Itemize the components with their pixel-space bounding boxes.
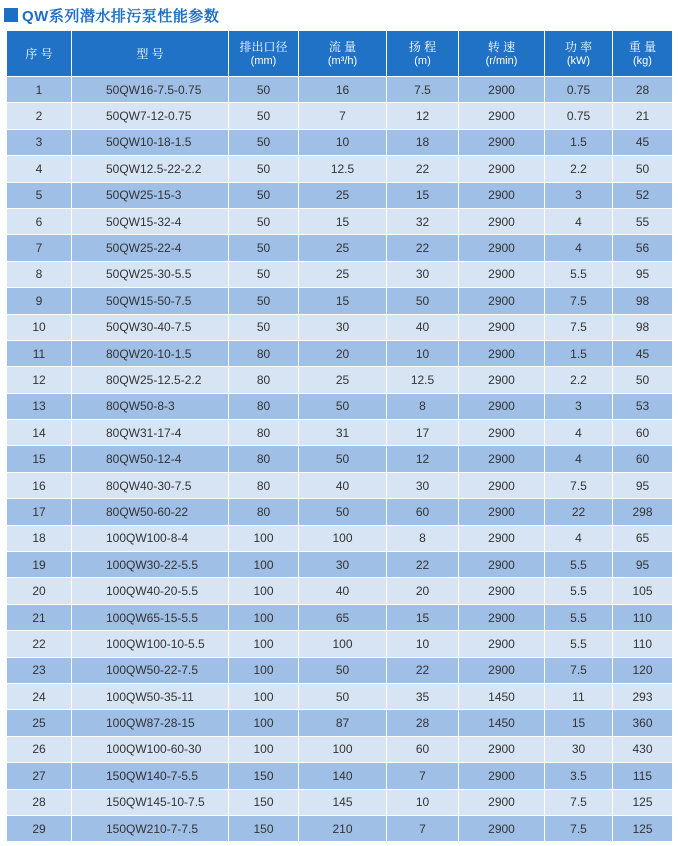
table-cell: 23 [7, 657, 72, 683]
header-cell: 型 号 [72, 31, 229, 77]
model-cell: 150QW210-7-7.5 [72, 815, 229, 841]
table-cell: 11 [545, 683, 613, 709]
table-cell: 150 [229, 815, 299, 841]
table-cell: 10 [387, 789, 459, 815]
table-cell: 50 [387, 288, 459, 314]
model-cell: 50QW15-50-7.5 [72, 288, 229, 314]
table-cell: 120 [613, 657, 673, 683]
header-cell: 重 量 (kg) [613, 31, 673, 77]
table-cell: 2900 [459, 261, 545, 287]
table-cell: 2 [7, 103, 72, 129]
table-cell: 50 [229, 261, 299, 287]
table-cell: 2900 [459, 815, 545, 841]
table-cell: 65 [299, 604, 387, 630]
model-cell: 100QW100-8-4 [72, 525, 229, 551]
table-cell: 80 [229, 340, 299, 366]
table-cell: 50 [299, 446, 387, 472]
table-cell: 100 [229, 552, 299, 578]
table-cell: 145 [299, 789, 387, 815]
table-cell: 12 [387, 446, 459, 472]
table-cell: 50 [229, 182, 299, 208]
spec-table [6, 30, 673, 842]
table-cell: 50 [299, 683, 387, 709]
table-body [7, 77, 673, 842]
table-cell: 10 [299, 129, 387, 155]
header-cell: 序 号 [7, 31, 72, 77]
table-cell: 5.5 [545, 578, 613, 604]
table-cell: 7.5 [545, 472, 613, 498]
table-cell: 2900 [459, 736, 545, 762]
table-row [7, 340, 673, 366]
table-cell: 30 [387, 472, 459, 498]
table-cell: 15 [299, 288, 387, 314]
table-cell: 2900 [459, 235, 545, 261]
table-cell: 95 [613, 552, 673, 578]
table-cell: 22 [387, 552, 459, 578]
table-row [7, 472, 673, 498]
table-cell: 50 [613, 156, 673, 182]
table-cell: 100 [229, 683, 299, 709]
table-cell: 8 [387, 525, 459, 551]
table-cell: 3 [7, 129, 72, 155]
table-cell: 50 [229, 129, 299, 155]
table-row [7, 208, 673, 234]
header-cell: 转 速 (r/min) [459, 31, 545, 77]
table-row [7, 156, 673, 182]
model-cell: 50QW10-18-1.5 [72, 129, 229, 155]
table-cell: 50 [229, 235, 299, 261]
table-cell: 100 [299, 631, 387, 657]
table-cell: 22 [387, 235, 459, 261]
table-cell: 65 [613, 525, 673, 551]
table-cell: 25 [299, 182, 387, 208]
table-cell: 2900 [459, 129, 545, 155]
table-cell: 115 [613, 763, 673, 789]
table-cell: 2900 [459, 789, 545, 815]
model-cell: 80QW40-30-7.5 [72, 472, 229, 498]
model-cell: 100QW65-15-5.5 [72, 604, 229, 630]
table-cell: 2900 [459, 77, 545, 103]
table-cell: 24 [7, 683, 72, 709]
table-cell: 87 [299, 710, 387, 736]
table-cell: 4 [545, 420, 613, 446]
table-cell: 2900 [459, 156, 545, 182]
table-cell: 40 [299, 578, 387, 604]
table-cell: 13 [7, 393, 72, 419]
table-cell: 50 [229, 288, 299, 314]
table-cell: 9 [7, 288, 72, 314]
table-row [7, 815, 673, 841]
table-cell: 2.2 [545, 156, 613, 182]
table-cell: 35 [387, 683, 459, 709]
header-cell: 流 量 (m³/h) [299, 31, 387, 77]
table-cell: 20 [7, 578, 72, 604]
table-cell: 2.2 [545, 367, 613, 393]
table-cell: 12.5 [299, 156, 387, 182]
table-cell: 27 [7, 763, 72, 789]
model-cell: 100QW100-10-5.5 [72, 631, 229, 657]
table-cell: 30 [299, 552, 387, 578]
table-cell: 50 [229, 208, 299, 234]
table-row [7, 261, 673, 287]
table-row [7, 499, 673, 525]
table-cell: 50 [229, 77, 299, 103]
table-cell: 2900 [459, 182, 545, 208]
model-cell: 50QW25-22-4 [72, 235, 229, 261]
model-cell: 80QW25-12.5-2.2 [72, 367, 229, 393]
model-cell: 150QW140-7-5.5 [72, 763, 229, 789]
table-cell: 80 [229, 472, 299, 498]
table-cell: 100 [299, 736, 387, 762]
table-cell: 28 [387, 710, 459, 736]
table-cell: 0.75 [545, 77, 613, 103]
table-cell: 12 [7, 367, 72, 393]
table-cell: 293 [613, 683, 673, 709]
table-cell: 110 [613, 604, 673, 630]
table-cell: 95 [613, 261, 673, 287]
header-cell: 功 率 (kW) [545, 31, 613, 77]
table-cell: 17 [387, 420, 459, 446]
model-cell: 50QW15-32-4 [72, 208, 229, 234]
model-cell: 100QW50-35-11 [72, 683, 229, 709]
table-cell: 60 [387, 499, 459, 525]
model-cell: 80QW50-12-4 [72, 446, 229, 472]
table-cell: 2900 [459, 314, 545, 340]
table-cell: 6 [7, 208, 72, 234]
table-cell: 2900 [459, 393, 545, 419]
table-row [7, 710, 673, 736]
table-cell: 5.5 [545, 631, 613, 657]
table-cell: 100 [229, 710, 299, 736]
table-cell: 17 [7, 499, 72, 525]
table-cell: 52 [613, 182, 673, 208]
table-cell: 110 [613, 631, 673, 657]
table-cell: 5 [7, 182, 72, 208]
model-cell: 100QW30-22-5.5 [72, 552, 229, 578]
table-cell: 19 [7, 552, 72, 578]
model-cell: 80QW50-60-22 [72, 499, 229, 525]
table-row [7, 525, 673, 551]
header-row [7, 31, 673, 77]
table-cell: 10 [387, 631, 459, 657]
model-cell: 100QW50-22-7.5 [72, 657, 229, 683]
table-cell: 15 [7, 446, 72, 472]
model-cell: 50QW7-12-0.75 [72, 103, 229, 129]
table-cell: 4 [545, 525, 613, 551]
table-cell: 7 [7, 235, 72, 261]
table-cell: 100 [229, 604, 299, 630]
table-cell: 30 [545, 736, 613, 762]
table-cell: 5.5 [545, 552, 613, 578]
table-cell: 2900 [459, 367, 545, 393]
table-cell: 50 [229, 156, 299, 182]
table-cell: 80 [229, 367, 299, 393]
model-cell: 100QW40-20-5.5 [72, 578, 229, 604]
table-cell: 2900 [459, 288, 545, 314]
table-cell: 1.5 [545, 340, 613, 366]
table-row [7, 446, 673, 472]
table-cell: 16 [299, 77, 387, 103]
table-row [7, 182, 673, 208]
table-cell: 5.5 [545, 604, 613, 630]
table-cell: 7.5 [545, 314, 613, 340]
table-row [7, 552, 673, 578]
table-cell: 21 [613, 103, 673, 129]
table-cell: 25 [299, 367, 387, 393]
table-cell: 80 [229, 446, 299, 472]
table-cell: 80 [229, 393, 299, 419]
table-cell: 22 [387, 156, 459, 182]
title-bar [4, 4, 219, 26]
table-cell: 15 [387, 182, 459, 208]
table-cell: 2900 [459, 340, 545, 366]
table-cell: 50 [299, 499, 387, 525]
table-cell: 4 [7, 156, 72, 182]
table-cell: 4 [545, 446, 613, 472]
table-cell: 40 [299, 472, 387, 498]
table-cell: 7 [387, 763, 459, 789]
table-cell: 3 [545, 182, 613, 208]
table-row [7, 235, 673, 261]
table-cell: 2900 [459, 525, 545, 551]
table-row [7, 314, 673, 340]
table-row [7, 393, 673, 419]
table-cell: 25 [299, 261, 387, 287]
table-cell: 2900 [459, 446, 545, 472]
table-cell: 53 [613, 393, 673, 419]
table-cell: 20 [299, 340, 387, 366]
table-cell: 100 [229, 736, 299, 762]
table-cell: 50 [229, 103, 299, 129]
table-cell: 20 [387, 578, 459, 604]
table-cell: 2900 [459, 657, 545, 683]
table-cell: 80 [229, 499, 299, 525]
table-cell: 60 [613, 446, 673, 472]
table-cell: 50 [299, 393, 387, 419]
table-row [7, 103, 673, 129]
table-cell: 7 [299, 103, 387, 129]
table-cell: 2900 [459, 631, 545, 657]
table-cell: 8 [7, 261, 72, 287]
table-cell: 210 [299, 815, 387, 841]
table-cell: 25 [299, 235, 387, 261]
table-cell: 100 [299, 525, 387, 551]
table-cell: 7.5 [545, 789, 613, 815]
table-cell: 14 [7, 420, 72, 446]
table-cell: 100 [229, 578, 299, 604]
table-cell: 1 [7, 77, 72, 103]
table-cell: 3.5 [545, 763, 613, 789]
table-cell: 98 [613, 314, 673, 340]
table-cell: 30 [387, 261, 459, 287]
table-cell: 50 [299, 657, 387, 683]
table-row [7, 789, 673, 815]
table-cell: 56 [613, 235, 673, 261]
table-cell: 150 [229, 763, 299, 789]
table-cell: 50 [613, 367, 673, 393]
table-cell: 7.5 [545, 657, 613, 683]
table-cell: 55 [613, 208, 673, 234]
table-cell: 30 [299, 314, 387, 340]
table-cell: 26 [7, 736, 72, 762]
table-row [7, 683, 673, 709]
table-cell: 140 [299, 763, 387, 789]
table-cell: 4 [545, 235, 613, 261]
table-cell: 18 [387, 129, 459, 155]
table-cell: 360 [613, 710, 673, 736]
table-cell: 2900 [459, 552, 545, 578]
table-row [7, 77, 673, 103]
table-cell: 45 [613, 340, 673, 366]
table-row [7, 367, 673, 393]
table-cell: 3 [545, 393, 613, 419]
table-cell: 1450 [459, 710, 545, 736]
table-cell: 95 [613, 472, 673, 498]
model-cell: 50QW16-7.5-0.75 [72, 77, 229, 103]
table-cell: 1.5 [545, 129, 613, 155]
table-cell: 4 [545, 208, 613, 234]
title-square-icon [4, 8, 18, 22]
table-cell: 21 [7, 604, 72, 630]
table-cell: 1450 [459, 683, 545, 709]
table-cell: 15 [387, 604, 459, 630]
table-cell: 15 [299, 208, 387, 234]
table-cell: 150 [229, 789, 299, 815]
table-cell: 100 [229, 631, 299, 657]
table-cell: 2900 [459, 420, 545, 446]
table-cell: 10 [7, 314, 72, 340]
table-cell: 31 [299, 420, 387, 446]
table-cell: 28 [7, 789, 72, 815]
table-row [7, 288, 673, 314]
table-row [7, 736, 673, 762]
model-cell: 150QW145-10-7.5 [72, 789, 229, 815]
page-title: QW系列潜水排污泵性能参数 [22, 7, 220, 25]
table-cell: 15 [545, 710, 613, 736]
table-cell: 2900 [459, 763, 545, 789]
table-cell: 100 [229, 657, 299, 683]
model-cell: 50QW30-40-7.5 [72, 314, 229, 340]
table-cell: 11 [7, 340, 72, 366]
table-cell: 105 [613, 578, 673, 604]
table-cell: 0.75 [545, 103, 613, 129]
table-cell: 10 [387, 340, 459, 366]
table-cell: 430 [613, 736, 673, 762]
header-cell: 扬 程 (m) [387, 31, 459, 77]
table-cell: 16 [7, 472, 72, 498]
table-cell: 28 [613, 77, 673, 103]
table-cell: 8 [387, 393, 459, 419]
model-cell: 100QW100-60-30 [72, 736, 229, 762]
table-cell: 7.5 [545, 288, 613, 314]
table-cell: 80 [229, 420, 299, 446]
model-cell: 80QW31-17-4 [72, 420, 229, 446]
table-cell: 22 [387, 657, 459, 683]
table-cell: 60 [387, 736, 459, 762]
model-cell: 100QW87-28-15 [72, 710, 229, 736]
table-cell: 2900 [459, 604, 545, 630]
table-cell: 7 [387, 815, 459, 841]
table-cell: 298 [613, 499, 673, 525]
table-cell: 2900 [459, 208, 545, 234]
table-cell: 12.5 [387, 367, 459, 393]
table-cell: 125 [613, 815, 673, 841]
table-cell: 2900 [459, 103, 545, 129]
table-cell: 22 [545, 499, 613, 525]
table-row [7, 578, 673, 604]
table-cell: 18 [7, 525, 72, 551]
table-cell: 100 [229, 525, 299, 551]
model-cell: 50QW12.5-22-2.2 [72, 156, 229, 182]
header-cell: 排出口径 (mm) [229, 31, 299, 77]
model-cell: 50QW25-15-3 [72, 182, 229, 208]
table-cell: 29 [7, 815, 72, 841]
table-cell: 60 [613, 420, 673, 446]
table-row [7, 604, 673, 630]
table-cell: 2900 [459, 499, 545, 525]
table-cell: 45 [613, 129, 673, 155]
table-cell: 25 [7, 710, 72, 736]
table-cell: 22 [7, 631, 72, 657]
table-cell: 7.5 [387, 77, 459, 103]
table-row [7, 420, 673, 446]
table-cell: 2900 [459, 578, 545, 604]
model-cell: 80QW50-8-3 [72, 393, 229, 419]
table-cell: 50 [229, 314, 299, 340]
table-row [7, 657, 673, 683]
table-row [7, 129, 673, 155]
table-row [7, 631, 673, 657]
model-cell: 50QW25-30-5.5 [72, 261, 229, 287]
table-cell: 5.5 [545, 261, 613, 287]
table-row [7, 763, 673, 789]
table-cell: 32 [387, 208, 459, 234]
table-cell: 7.5 [545, 815, 613, 841]
table-cell: 98 [613, 288, 673, 314]
table-cell: 2900 [459, 472, 545, 498]
model-cell: 80QW20-10-1.5 [72, 340, 229, 366]
table-cell: 125 [613, 789, 673, 815]
table-cell: 12 [387, 103, 459, 129]
table-cell: 40 [387, 314, 459, 340]
